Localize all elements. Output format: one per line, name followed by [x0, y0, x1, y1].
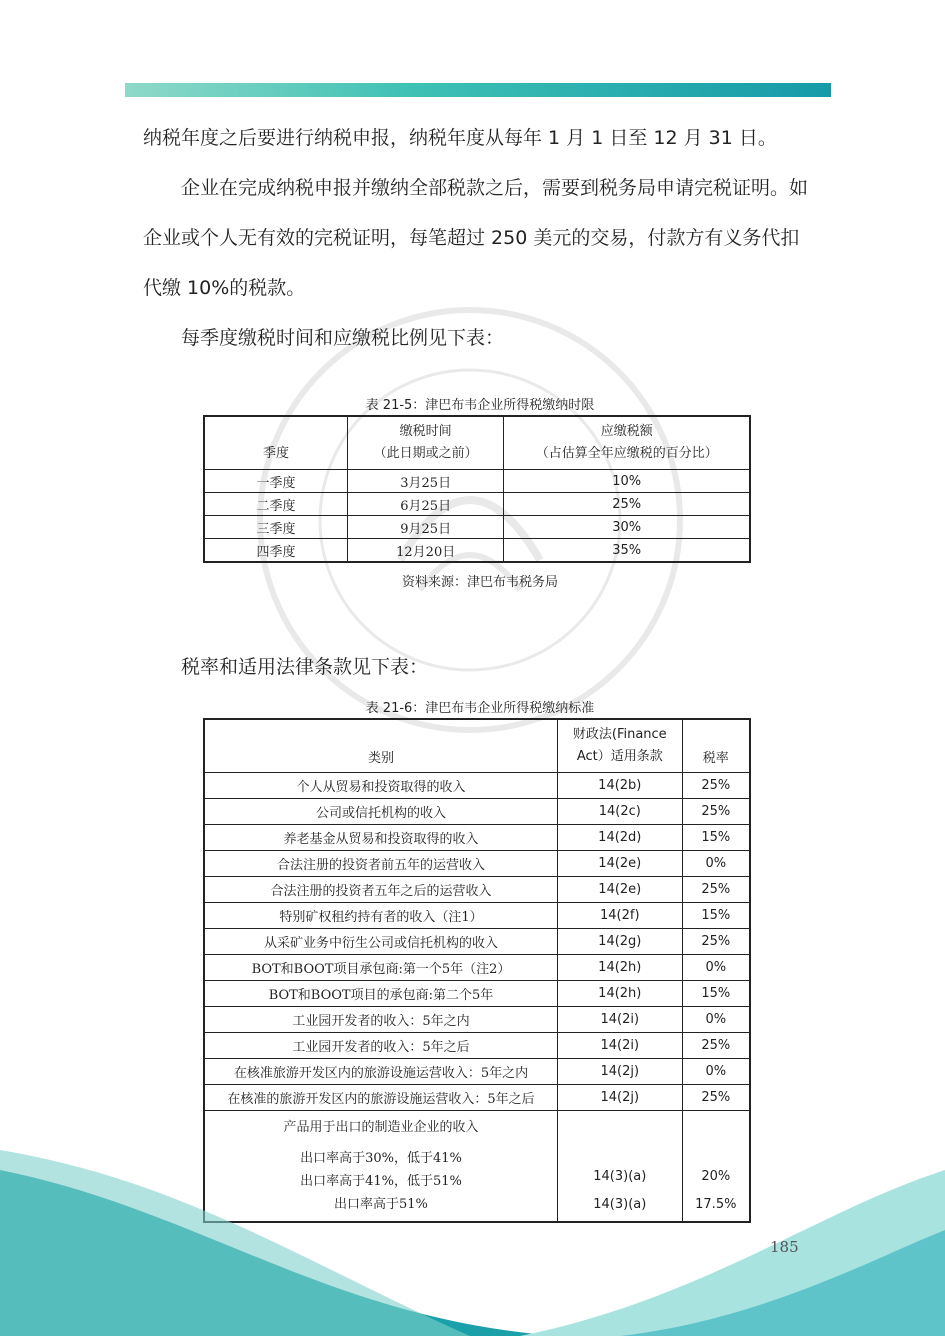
table-row: [204, 825, 750, 851]
table-row: [204, 1059, 750, 1085]
table1-cell-quarter: 二季度: [204, 493, 347, 516]
table1-cell-pct: 25%: [504, 493, 750, 516]
table-row: [204, 516, 750, 539]
table1-header-amount-line1: 应缴税额: [600, 424, 653, 439]
table2-cell-rate: 0%: [682, 1007, 750, 1033]
table2-cell-act: 14(2g): [557, 929, 682, 955]
table2-cell-category: BOT和BOOT项目承包商:第一个5年（注2）: [204, 955, 557, 981]
table2-cell-category: 个人从贸易和投资取得的收入: [204, 773, 557, 799]
table2-cell-category: 从采矿业务中衍生公司或信托机构的收入: [204, 929, 557, 955]
table2-cell-rate: 25%: [682, 1085, 750, 1111]
table-row: [204, 539, 750, 563]
export-rate-1: 20%: [701, 1169, 731, 1184]
table2-cell-act: 14(2i): [557, 1033, 682, 1059]
table-row: [204, 470, 750, 493]
table-row: [204, 877, 750, 903]
paragraph-rates-intro: 税率和适用法律条款见下表：: [181, 656, 429, 678]
export-act-2: 14(3)(a): [593, 1197, 647, 1212]
table1-header-time-line1: 缴税时间: [399, 424, 452, 439]
table2-cell-act: 14(2d): [557, 825, 682, 851]
table-row: [204, 851, 750, 877]
table2-cell-category: 工业园开发者的收入：5年之内: [204, 1007, 557, 1033]
table2-cell-rate: 15%: [682, 825, 750, 851]
table2-cell-category: 合法注册的投资者五年之后的运营收入: [204, 877, 557, 903]
table2-cell-rate: 15%: [682, 981, 750, 1007]
quarterly-payment-table: [203, 415, 751, 563]
table1-header-amount: [504, 416, 750, 470]
table2-cell-act: 14(2j): [557, 1085, 682, 1111]
table2-cell-rate: 15%: [682, 903, 750, 929]
table2-header-act: [557, 719, 682, 773]
export-act-1: 14(3)(a): [593, 1169, 647, 1184]
table-row: [204, 773, 750, 799]
table1-header-amount-line2: （占估算全年应缴税的百分比）: [535, 446, 718, 461]
table2-cell-act: 14(2h): [557, 955, 682, 981]
table-row: [204, 981, 750, 1007]
paragraph-tax-year: 纳税年度之后要进行纳税申报，纳税年度从每年 1 月 1 日至 12 月 31 日。: [143, 127, 777, 149]
table2-cell-category: 在核准的旅游开发区内的旅游设施运营收入：5年之后: [204, 1085, 557, 1111]
export-rate-2: 17.5%: [695, 1197, 737, 1212]
table2-cell-rate: 25%: [682, 1033, 750, 1059]
paragraph-quarterly-intro: 每季度缴税时间和应缴税比例见下表：: [181, 327, 505, 349]
table-row: [204, 1085, 750, 1111]
table-row: [204, 1033, 750, 1059]
table2-cell-act: 14(2j): [557, 1059, 682, 1085]
table1-cell-date: 6月25日: [347, 493, 503, 516]
table2-cell-category: 公司或信托机构的收入: [204, 799, 557, 825]
table1-cell-quarter: 三季度: [204, 516, 347, 539]
table-row: [204, 955, 750, 981]
export-line-3: 出口率高于51%: [334, 1197, 428, 1212]
table-row: [204, 929, 750, 955]
table2-cell-category: 在核准旅游开发区内的旅游设施运营收入：5年之内: [204, 1059, 557, 1085]
footer-wave-decoration: [0, 1150, 945, 1336]
page-number: 185: [770, 1238, 799, 1256]
table1-caption: 表 21-5：津巴布韦企业所得税缴纳时限: [365, 398, 595, 413]
table-row: [204, 799, 750, 825]
table2-cell-act: 14(2c): [557, 799, 682, 825]
table2-cell-category: 工业园开发者的收入：5年之后: [204, 1033, 557, 1059]
paragraph-clearance: 企业在完成纳税申报并缴纳全部税款之后，需要到税务局申请完税证明。如企业或个人无有效的完税证明，每笔超过 250 美元的交易，付款方有义务代扣代缴 10%的税款。: [143, 177, 809, 299]
table2-cell-rate: 0%: [682, 955, 750, 981]
table2-header-rate: 税率: [682, 719, 750, 773]
table1-header-time-line2: （此日期或之前）: [373, 446, 478, 461]
table2-cell-rate: 25%: [682, 799, 750, 825]
table2-cell-rate: 25%: [682, 877, 750, 903]
table-row: [204, 1007, 750, 1033]
table1-cell-date: 9月25日: [347, 516, 503, 539]
table2-cell-category: 合法注册的投资者前五年的运营收入: [204, 851, 557, 877]
table1-cell-date: 3月25日: [347, 470, 503, 493]
table2-cell-act: 14(2f): [557, 903, 682, 929]
table2-cell-act: 14(2e): [557, 877, 682, 903]
table2-header-category: 类别: [204, 719, 557, 773]
table2-cell-rate: 25%: [682, 929, 750, 955]
table2-cell-act: 14(2h): [557, 981, 682, 1007]
table2-caption: 表 21-6：津巴布韦企业所得税缴纳标准: [365, 701, 595, 716]
table1-cell-pct: 10%: [504, 470, 750, 493]
table2-cell-rate: 0%: [682, 851, 750, 877]
header-accent-bar: [125, 83, 831, 97]
tax-rate-table: [203, 718, 751, 1223]
table1-cell-pct: 35%: [504, 539, 750, 563]
table2-cell-rate: 25%: [682, 773, 750, 799]
table1-header-time: [347, 416, 503, 470]
table2-cell-act: 14(2e): [557, 851, 682, 877]
export-line-1: 出口率高于30%，低于41%: [300, 1151, 462, 1166]
table1-cell-pct: 30%: [504, 516, 750, 539]
table2-header-act-line1: 财政法(Finance: [572, 727, 667, 742]
table1-cell-quarter: 一季度: [204, 470, 347, 493]
export-title: 产品用于出口的制造业企业的收入: [283, 1120, 479, 1135]
table2-header-act-line2: Act）适用条款: [576, 749, 663, 764]
table-row: [204, 493, 750, 516]
table2-cell-rate: 0%: [682, 1059, 750, 1085]
table2-cell-category: 养老基金从贸易和投资取得的收入: [204, 825, 557, 851]
table1-source: 资料来源：津巴布韦税务局: [401, 575, 558, 590]
table2-cell-act: 14(2i): [557, 1007, 682, 1033]
table2-cell-category: BOT和BOOT项目的承包商:第二个5年: [204, 981, 557, 1007]
table-row: [204, 903, 750, 929]
table1-header-quarter: 季度: [204, 416, 347, 470]
table1-cell-date: 12月20日: [347, 539, 503, 563]
table2-cell-category: 特别矿权租约持有者的收入（注1）: [204, 903, 557, 929]
export-line-2: 出口率高于41%，低于51%: [300, 1174, 462, 1189]
table2-cell-act: 14(2b): [557, 773, 682, 799]
table1-cell-quarter: 四季度: [204, 539, 347, 563]
